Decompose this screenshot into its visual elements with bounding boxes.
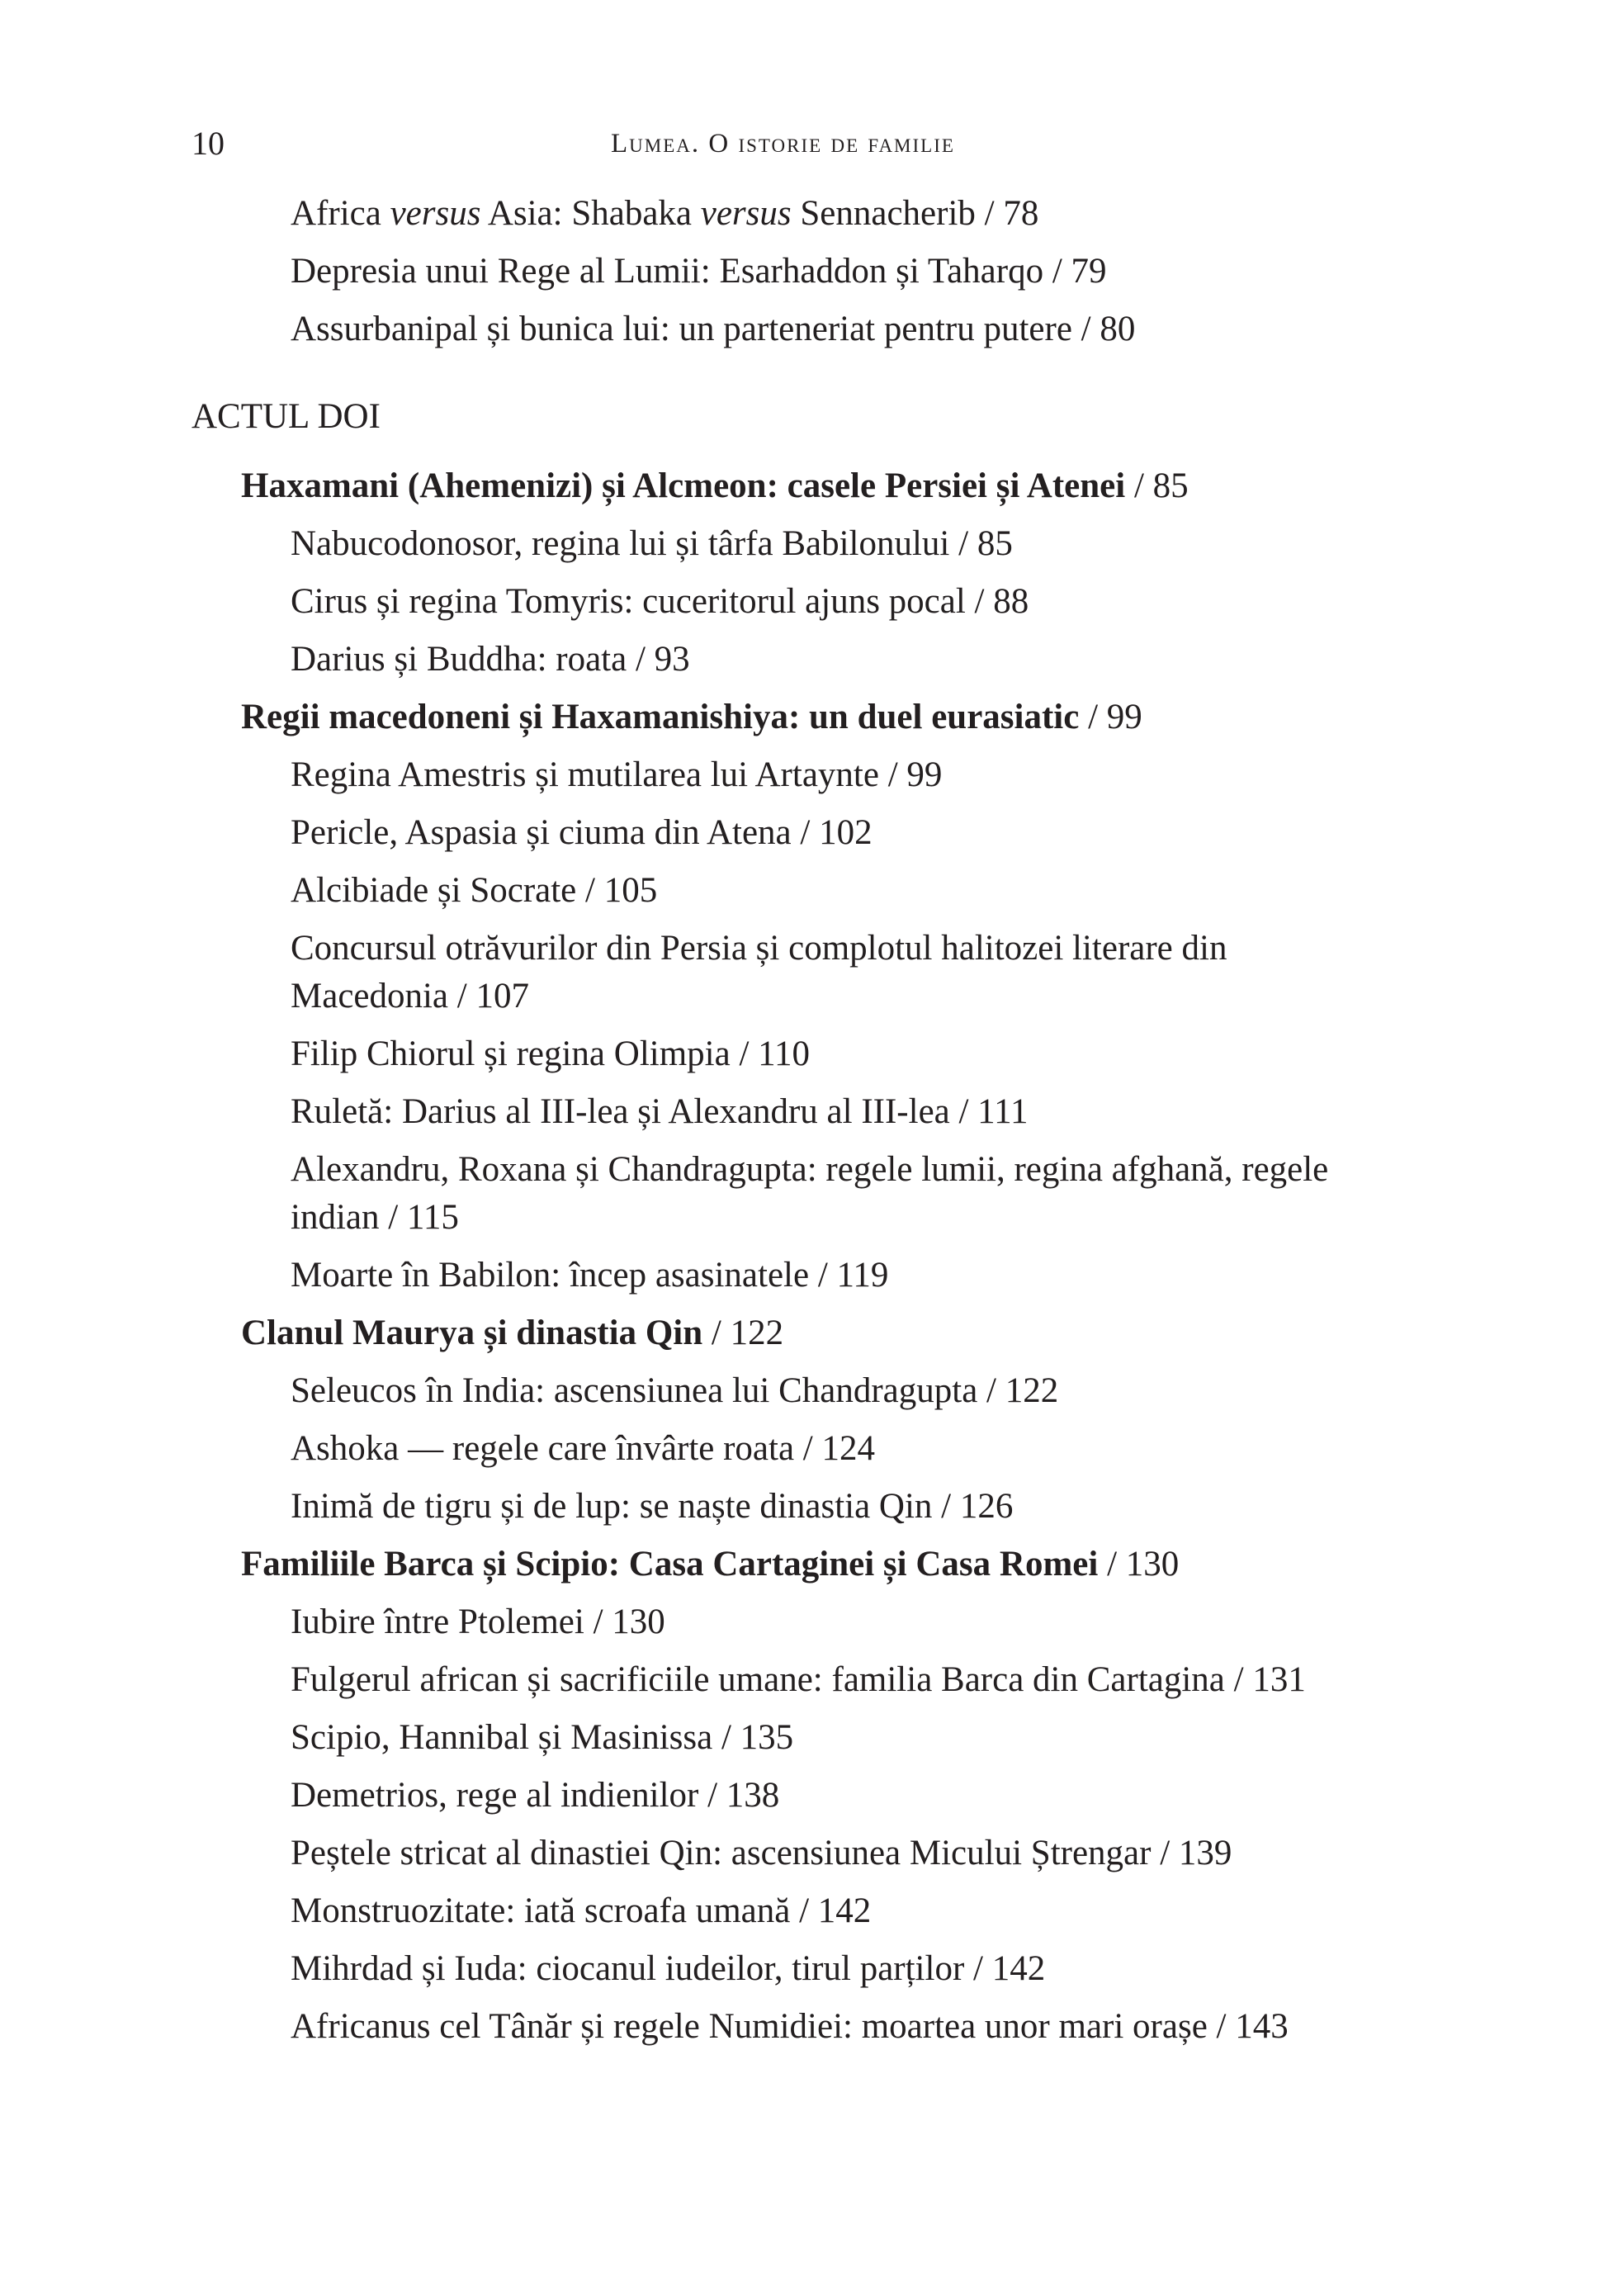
toc-entry-africanus: Africanus cel Tânăr și regele Numidiei: moartea unor mari orașe / 143 xyxy=(291,2007,1289,2046)
toc-entry-alexandru-line-2: indian / 115 xyxy=(291,1198,459,1237)
toc-entry-concursul-line-1: Concursul otrăvurilor din Persia și complotul halitozei literare din xyxy=(291,929,1227,968)
toc-entry-ashoka: Ashoka — regele care învârte roata / 124 xyxy=(291,1429,875,1468)
toc-entry-iubire: Iubire între Ptolemei / 130 xyxy=(291,1602,665,1641)
toc-entry-assurbanipal: Assurbanipal și bunica lui: un parteneriat pentru putere / 80 xyxy=(291,310,1136,348)
toc-entry-alexandru-line-1: Alexandru, Roxana și Chandragupta: regele lumii, regina afghană, regele xyxy=(291,1150,1329,1189)
toc-entry-demetrios: Demetrios, rege al indienilor / 138 xyxy=(291,1776,780,1815)
toc-entry-monstruozitate: Monstruozitate: iată scroafa umană / 142 xyxy=(291,1891,872,1930)
running-head: Lumea. O istorie de familie xyxy=(611,129,955,159)
toc-entry-pericle: Pericle, Aspasia și ciuma din Atena / 102 xyxy=(291,813,873,852)
toc-entry-mihrdad: Mihrdad și Iuda: ciocanul iudeilor, tirul parților / 142 xyxy=(291,1949,1046,1988)
toc-entry-africa-versus-asia: Africa versus Asia: Shabaka versus Sennacherib / 78 xyxy=(291,194,1039,233)
act-heading: ACTUL DOI xyxy=(192,397,381,436)
toc-chapter-regii-macedoneni: Regii macedoneni și Haxamanishiya: un duel eurasiatic / 99 xyxy=(241,698,1142,736)
toc-entry-seleucos: Seleucos în India: ascensiunea lui Chandragupta / 122 xyxy=(291,1371,1059,1410)
toc-chapter-clanul-maurya: Clanul Maurya și dinastia Qin / 122 xyxy=(241,1314,784,1352)
toc-entry-fulgerul: Fulgerul african și sacrificiile umane: familia Barca din Cartagina / 131 xyxy=(291,1660,1306,1699)
toc-entry-amestris: Regina Amestris și mutilarea lui Artaynte / 99 xyxy=(291,755,943,794)
toc-entry-cirus: Cirus și regina Tomyris: cuceritorul ajuns pocal / 88 xyxy=(291,582,1029,621)
toc-entry-filip: Filip Chiorul și regina Olimpia / 110 xyxy=(291,1034,811,1073)
toc-entry-depresia: Depresia unui Rege al Lumii: Esarhaddon și Taharqo / 79 xyxy=(291,252,1107,291)
toc-entry-nabucodonosor: Nabucodonosor, regina lui și târfa Babilonului / 85 xyxy=(291,524,1013,563)
toc-entry-ruleta: Ruletă: Darius al III-lea și Alexandru al III-lea / 111 xyxy=(291,1092,1029,1131)
toc-entry-pestele: Peștele stricat al dinastiei Qin: ascensiunea Micului Ștrengar / 139 xyxy=(291,1834,1232,1872)
toc-entry-darius-buddha: Darius și Buddha: roata / 93 xyxy=(291,640,690,679)
toc-chapter-haxamani: Haxamani (Ahemenizi) și Alcmeon: casele Persiei și Atenei / 85 xyxy=(241,466,1189,505)
toc-entry-concursul-line-2: Macedonia / 107 xyxy=(291,977,529,1015)
toc-entry-scipio: Scipio, Hannibal și Masinissa / 135 xyxy=(291,1718,794,1757)
toc-chapter-familiile-barca: Familiile Barca și Scipio: Casa Cartaginei și Casa Romei / 130 xyxy=(241,1545,1180,1584)
page-number: 10 xyxy=(192,125,225,162)
toc-entry-moarte: Moarte în Babilon: încep asasinatele / 119 xyxy=(291,1256,889,1295)
toc-entry-alcibiade: Alcibiade și Socrate / 105 xyxy=(291,871,658,910)
toc-entry-inima: Inimă de tigru și de lup: se naște dinastia Qin / 126 xyxy=(291,1487,1014,1526)
